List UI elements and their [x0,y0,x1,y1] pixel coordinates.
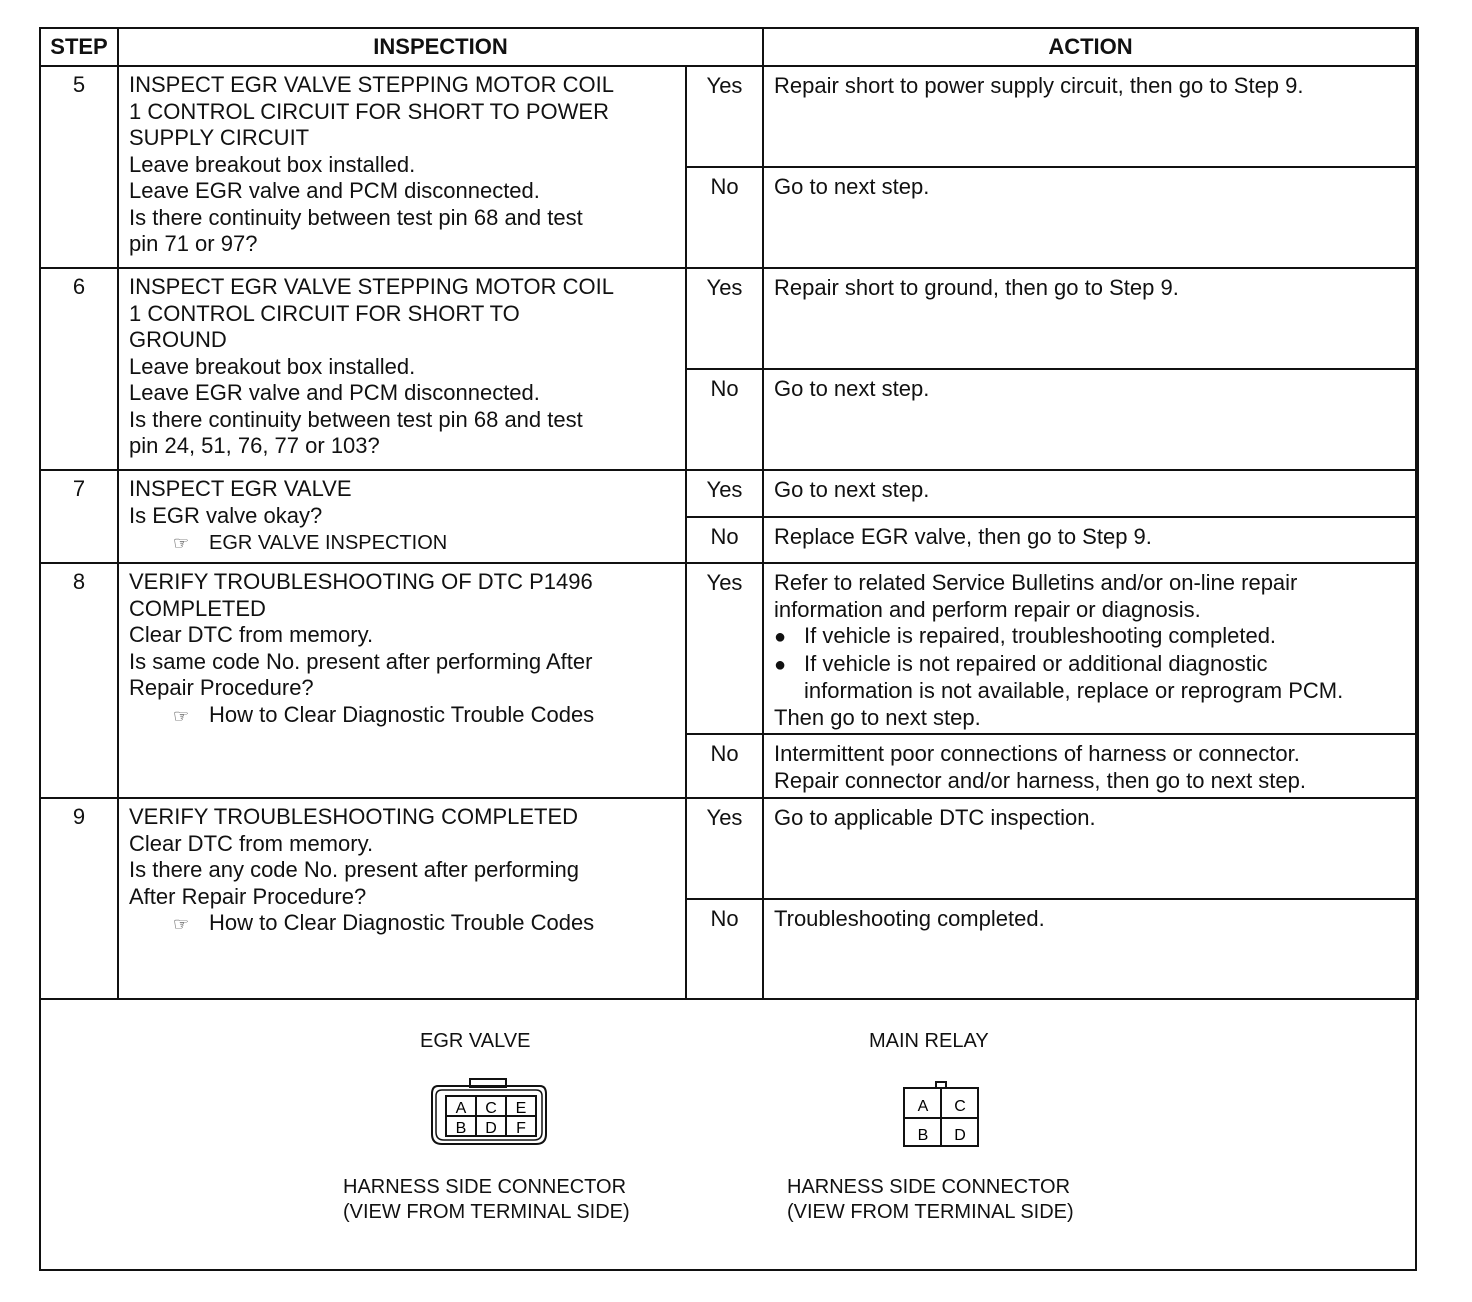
troubleshooting-table [39,27,1419,1000]
yes-action: Go to next step. [763,470,1418,517]
yes-action: Go to applicable DTC inspection. [763,798,1418,899]
table-row [40,268,1418,369]
table-row [40,798,1418,899]
pointing-hand-icon: ☞ [173,533,190,553]
yes-label: Yes [686,563,763,734]
inspection-line: GROUND [129,327,227,352]
egr-pin-label: F [516,1120,526,1137]
bullet-item: ● If vehicle is not repaired or additional diagnostic [774,651,1409,679]
egr-valve-caption: HARNESS SIDE CONNECTOR (VIEW FROM TERMINAL SIDE) [343,1176,630,1223]
yes-label: Yes [686,798,763,899]
reference-link[interactable]: ☞ How to Clear Diagnostic Trouble Codes [129,702,677,730]
inspection-line: Clear DTC from memory. [129,622,374,647]
no-label: No [686,167,763,268]
egr-pin-label: A [455,1100,467,1117]
step-number: 6 [40,268,118,470]
egr-pin-label: B [455,1120,467,1137]
inspection-line: Leave EGR valve and PCM disconnected. [129,178,540,203]
reference-link[interactable]: ☞ EGR VALVE INSPECTION [129,529,677,557]
table-row [40,66,1418,167]
inspection-line: VERIFY TROUBLESHOOTING COMPLETED [129,804,579,829]
no-action: Intermittent poor connections of harness or connector. Repair connector and/or harness, then go to next step. [763,734,1418,798]
inspection-cell [118,66,686,268]
egr-valve-connector-icon [428,1076,550,1150]
inspection-line: Is there any code No. present after performing [129,857,580,882]
table-row [40,563,1418,734]
no-action: Replace EGR valve, then go to Step 9. [763,517,1418,563]
inspection-line: Leave breakout box installed. [129,353,416,379]
egr-pin-label: D [485,1120,497,1137]
no-action: Troubleshooting completed. [763,899,1418,999]
no-label: No [686,369,763,470]
inspection-line: pin 71 or 97? [129,231,258,256]
pointing-hand-icon: ☞ [173,914,190,934]
inspection-line: Leave EGR valve and PCM disconnected. [129,380,540,405]
inspection-line: Is same code No. present after performing After [129,648,593,674]
bullet-icon: ● [774,626,787,648]
header-step: STEP [40,28,118,66]
pointing-hand-icon: ☞ [173,705,190,726]
no-action: Go to next step. [763,167,1418,268]
step-number: 5 [40,66,118,268]
inspection-line: Is EGR valve okay? [129,502,323,528]
relay-pin-label: D [954,1127,966,1144]
no-label: No [686,899,763,999]
no-action: Go to next step. [763,369,1418,470]
no-label: No [686,734,763,798]
egr-pin-label: C [485,1100,497,1117]
inspection-cell [118,470,686,563]
header-action: ACTION [763,28,1418,66]
inspection-line: Leave breakout box installed. [129,151,416,177]
inspection-line: VERIFY TROUBLESHOOTING OF DTC P1496 [129,569,593,594]
yes-action: Refer to related Service Bulletins and/or on-line repair information and perform repair or diagnosis. ● If vehicle is repaired, troubleshooting completed. ● If vehicle is not repaired or additional diagnostic information is not available, replace or reprogram PCM. Then go to next step. [763,563,1418,734]
inspection-cell [118,268,686,470]
egr-valve-title: EGR VALVE [420,1030,531,1052]
relay-pin-label: C [954,1098,966,1115]
inspection-line: Repair Procedure? [129,675,314,700]
bullet-item: ● If vehicle is repaired, troubleshooting completed. [774,623,1409,651]
table-row [40,470,1418,517]
inspection-line: SUPPLY CIRCUIT [129,125,310,150]
main-relay-title: MAIN RELAY [869,1030,989,1052]
inspection-line: Is there continuity between test pin 68 and test [129,406,583,432]
inspection-line: INSPECT EGR VALVE [129,476,352,501]
yes-action: Repair short to ground, then go to Step 9. [763,268,1418,369]
inspection-line: COMPLETED [129,595,266,621]
inspection-line: INSPECT EGR VALVE STEPPING MOTOR COIL [129,274,614,299]
relay-pin-label: B [917,1127,929,1144]
yes-label: Yes [686,470,763,517]
relay-pin-label: A [917,1098,929,1115]
yes-action: Repair short to power supply circuit, then go to Step 9. [763,66,1418,167]
step-number: 9 [40,798,118,999]
inspection-line: After Repair Procedure? [129,883,367,909]
inspection-line: Clear DTC from memory. [129,830,374,856]
header-inspection: INSPECTION [118,28,763,66]
no-label: No [686,517,763,563]
inspection-line: Is there continuity between test pin 68 and test [129,204,583,230]
yes-label: Yes [686,268,763,369]
step-number: 8 [40,563,118,798]
inspection-line: INSPECT EGR VALVE STEPPING MOTOR COIL [129,72,614,97]
inspection-cell [118,563,686,798]
table-header-row [40,28,1418,66]
inspection-line: pin 24, 51, 76, 77 or 103? [129,433,380,458]
yes-label: Yes [686,66,763,167]
egr-pin-label: E [515,1100,527,1117]
inspection-line: 1 CONTROL CIRCUIT FOR SHORT TO [129,300,520,326]
main-relay-connector-icon [900,1080,984,1150]
step-number: 7 [40,470,118,563]
main-relay-caption: HARNESS SIDE CONNECTOR (VIEW FROM TERMINAL SIDE) [787,1176,1074,1223]
inspection-cell [118,798,686,999]
inspection-line: 1 CONTROL CIRCUIT FOR SHORT TO POWER [129,98,609,124]
reference-link[interactable]: ☞ How to Clear Diagnostic Trouble Codes [129,910,677,938]
bullet-icon: ● [774,653,787,676]
